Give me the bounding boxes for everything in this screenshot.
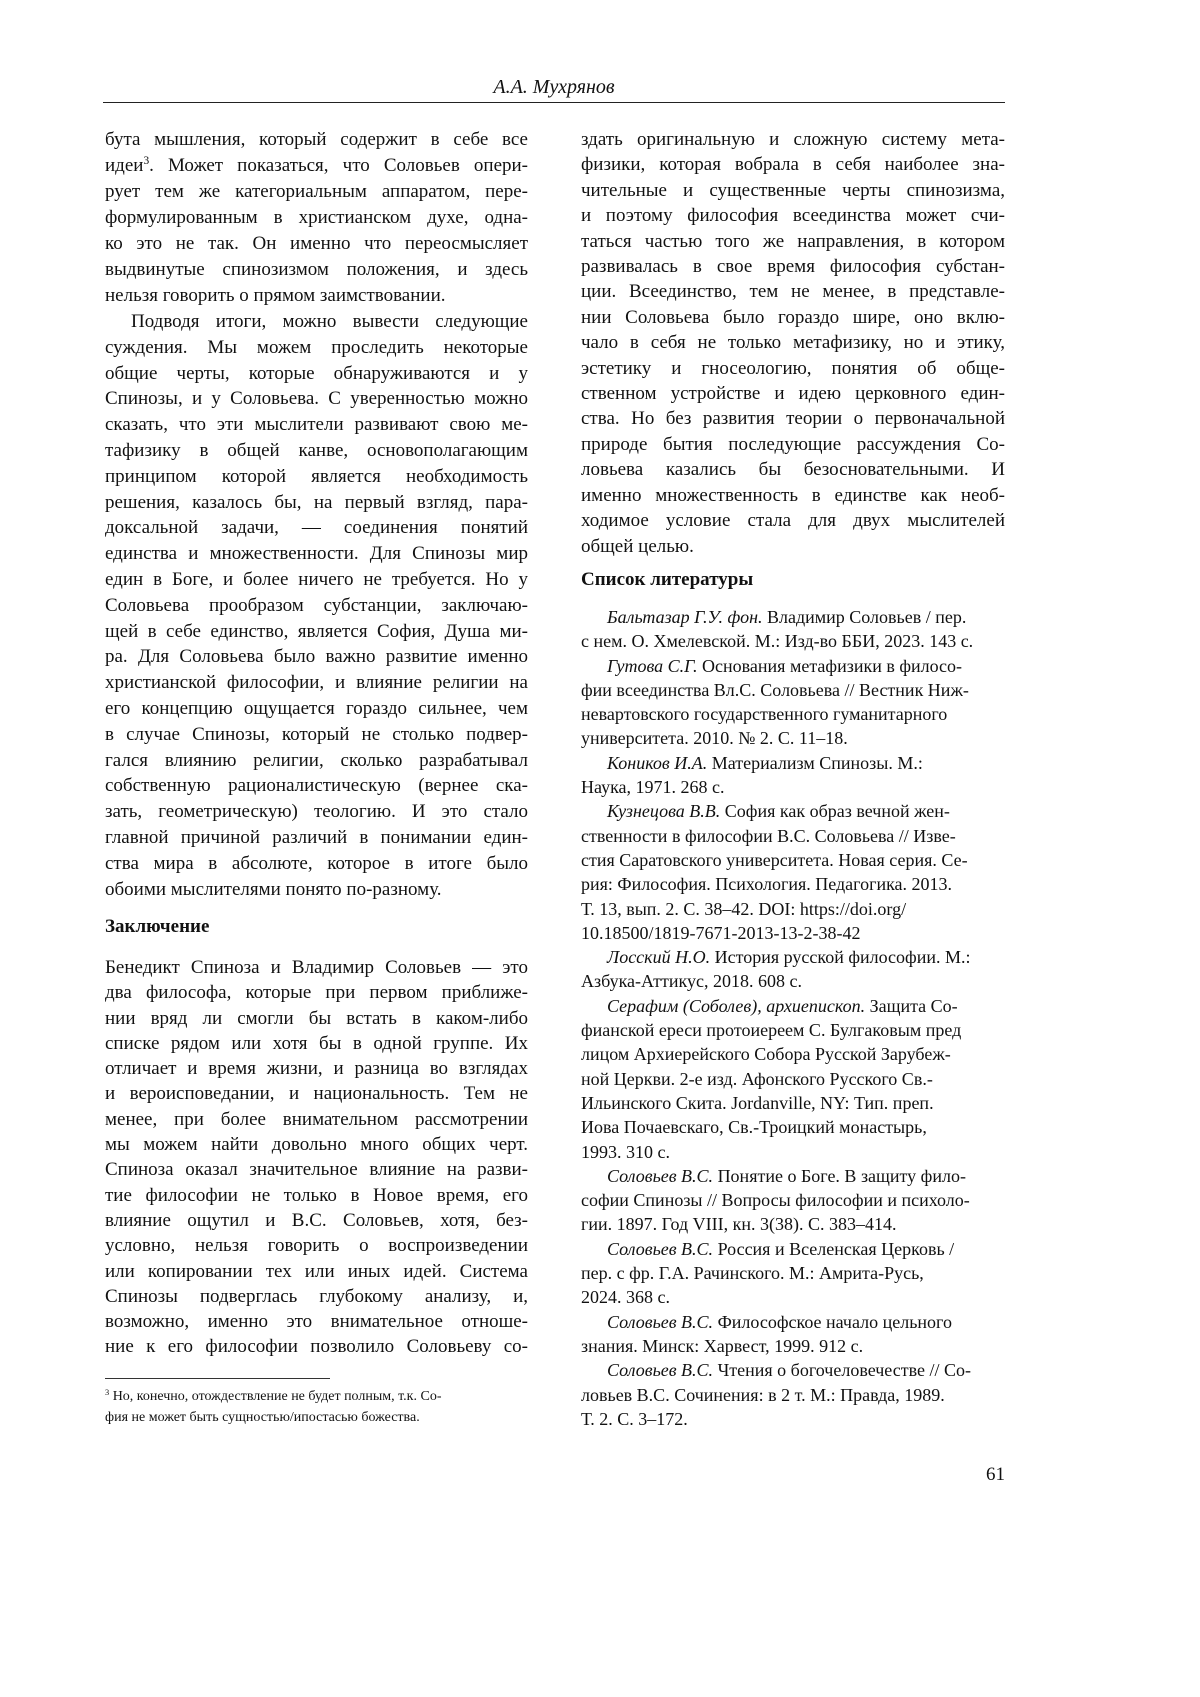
text-line: возможно, именно это внимательное отноше- [105, 1309, 528, 1334]
text-line: христианской философии, и влияние религии на [105, 670, 528, 696]
text-line: здать оригинальную и сложную систему мета- [581, 127, 1005, 152]
text-line: Спинозы, и у Соловьева. С уверенностью можно [105, 386, 528, 412]
references-heading: Список литературы [581, 569, 753, 591]
reference-line [581, 1358, 1005, 1382]
text-line: его концепцию ощущается гораздо сильнее, чем [105, 696, 528, 722]
text-segment: . Может показаться, что Соловьев опери- [149, 155, 528, 176]
reference-item [581, 1164, 1005, 1237]
reference-author: Гутова С.Г. [607, 656, 698, 676]
reference-line: знания. Минск: Харвест, 1999. 912 с. [581, 1334, 1005, 1358]
reference-line: гии. 1897. Год VIII, кн. 3(38). С. 383–414. [581, 1212, 1005, 1236]
text-line: условно, нельзя говорить о воспроизведении [105, 1233, 528, 1258]
text-segment: идеи [105, 155, 143, 176]
text-line: Бенедикт Спиноза и Владимир Соловьев — это [105, 955, 528, 980]
reference-line: Т. 13, вып. 2. С. 38–42. DOI: https://doi.org/ [581, 897, 1005, 921]
reference-line: с нем. О. Хмелевской. М.: Изд-во ББИ, 2023. 143 с. [581, 629, 1005, 653]
text-line: собственную рационалистическую (вернее ска- [105, 773, 528, 799]
text-line: решения, казалось бы, на первый взгляд, пара- [105, 490, 528, 516]
reference-line: Ильинского Скита. Jordanville, NY: Тип. преп. [581, 1091, 1005, 1115]
reference-item [581, 1310, 1005, 1359]
text-segment: Защита Со- [865, 996, 958, 1016]
text-line: общей целью. [581, 534, 1005, 559]
left-paragraph-2 [105, 309, 528, 902]
reference-line: фианской ереси протоиереем С. Булгаковым пред [581, 1018, 1005, 1042]
reference-line: Иова Почаевскаго, Св.-Троицкий монастырь, [581, 1115, 1005, 1139]
text-line: ние к его философии позволило Соловьеву со- [105, 1334, 528, 1359]
text-segment: Материализм Спинозы. М.: [707, 753, 923, 773]
reference-author: Коников И.А. [607, 753, 707, 773]
text-line: принципом которой является необходимость [105, 464, 528, 490]
text-line: таться частью того же направления, в котором [581, 229, 1005, 254]
reference-item [581, 1358, 1005, 1431]
text-line: формулированным в христианском духе, одна- [105, 205, 528, 231]
reference-item [581, 994, 1005, 1164]
text-line [105, 153, 528, 179]
right-paragraph-1 [581, 127, 1005, 559]
text-line: ства мира в абсолюте, которое в итоге было [105, 851, 528, 877]
page-number: 61 [986, 1464, 1005, 1486]
text-line: ственном устройстве и идею церковного един- [581, 381, 1005, 406]
text-segment: Основания метафизики в филосо- [698, 656, 963, 676]
text-line: щей в себе единство, является София, Душа ми- [105, 619, 528, 645]
header-rule [103, 102, 1005, 103]
reference-line: пер. с фр. Г.А. Рачинского. М.: Амрита-Русь, [581, 1261, 1005, 1285]
running-header-author: А.А. Мухрянов [103, 76, 1005, 99]
references-list [581, 605, 1005, 1431]
reference-line: ной Церкви. 2-е изд. Афонского Русского Св.- [581, 1067, 1005, 1091]
reference-item [581, 945, 1005, 994]
text-line: рует тем же категориальным аппаратом, пере- [105, 179, 528, 205]
text-line: два философа, которые при первом приближе- [105, 980, 528, 1005]
reference-line: Т. 2. С. 3–172. [581, 1407, 1005, 1431]
reference-author: Лосский Н.О. [607, 947, 710, 967]
text-line: отличает и время жизни, и разница во взглядах [105, 1056, 528, 1081]
reference-line: софии Спинозы // Вопросы философии и психоло- [581, 1188, 1005, 1212]
text-segment: Россия и Вселенская Церковь / [713, 1239, 954, 1259]
reference-author: Серафим (Соболев), архиепископ. [607, 996, 865, 1016]
left-paragraph-1 [105, 127, 528, 309]
text-segment: История русской философии. М.: [710, 947, 970, 967]
text-line: влияние ощутил и В.С. Соловьев, хотя, без- [105, 1208, 528, 1233]
text-line: эстетику и гносеологию, понятия об обще- [581, 356, 1005, 381]
text-line: тие философии не только в Новое время, его [105, 1183, 528, 1208]
text-line: ходимое условие стала для двух мыслителей [581, 508, 1005, 533]
text-segment: Чтения о богочеловечестве // Со- [713, 1360, 971, 1380]
text-segment: Владимир Соловьев / пер. [763, 607, 967, 627]
text-line: физики, которая вобрала в себя наиболее зна- [581, 152, 1005, 177]
text-line: суждения. Мы можем проследить некоторые [105, 335, 528, 361]
text-line: Спинозы подверглась глубокому анализу, и, [105, 1284, 528, 1309]
reference-line: Наука, 1971. 268 с. [581, 775, 1005, 799]
text-line: един в Боге, и более ничего не требуется. Но у [105, 567, 528, 593]
text-segment: Но, конечно, отождествление не будет полным, т.к. Со- [109, 1389, 441, 1404]
text-line: нии Соловьева было гораздо шире, оно вклю- [581, 305, 1005, 330]
text-line: Соловьева прообразом субстанции, заключаю- [105, 593, 528, 619]
reference-author: Кузнецова В.В. [607, 801, 720, 821]
reference-line: невартовского государственного гуманитарного [581, 702, 1005, 726]
text-line [105, 1386, 528, 1407]
reference-line [581, 751, 1005, 775]
reference-author: Соловьев В.С. [607, 1166, 713, 1186]
text-line: ции. Всеединство, тем не менее, в представле- [581, 279, 1005, 304]
text-line: или копировании тех или иных идей. Система [105, 1259, 528, 1284]
text-line: чительные и существенные черты спинозизма, [581, 178, 1005, 203]
text-line: и вероисповедании, и национальность. Тем не [105, 1081, 528, 1106]
text-line: ства. Но без развития теории о первоначальной [581, 406, 1005, 431]
reference-line: университета. 2010. № 2. С. 11–18. [581, 726, 1005, 750]
text-line: ко это не так. Он именно что переосмысляет [105, 231, 528, 257]
reference-author: Бальтазар Г.У. фон. [607, 607, 763, 627]
text-line: в случае Спинозы, который не столько подвер- [105, 722, 528, 748]
text-line: развивалась в свое время философия субстан- [581, 254, 1005, 279]
text-line: единства и множественности. Для Спинозы мир [105, 541, 528, 567]
reference-line: ловьев В.С. Сочинения: в 2 т. М.: Правда, 1989. [581, 1383, 1005, 1407]
reference-author: Соловьев В.С. [607, 1312, 713, 1332]
text-line: ра. Для Соловьева было важно развитие именно [105, 644, 528, 670]
reference-line: Азбука-Аттикус, 2018. 608 с. [581, 969, 1005, 993]
reference-item [581, 751, 1005, 800]
text-line: зать, геометрическую) теологию. И это стало [105, 799, 528, 825]
text-line: нии вряд ли смогли бы встать в каком-либо [105, 1006, 528, 1031]
reference-item [581, 605, 1005, 654]
text-line: фия не может быть сущностью/ипостасью божества. [105, 1407, 528, 1428]
reference-line: рия: Философия. Психология. Педагогика. 2013. [581, 872, 1005, 896]
footnote-rule [105, 1378, 330, 1379]
reference-item [581, 654, 1005, 751]
footnote-marker: 3 [143, 155, 149, 167]
text-line: бута мышления, который содержит в себе все [105, 127, 528, 153]
text-line: мы можем найти довольно много общих черт. [105, 1132, 528, 1157]
reference-line [581, 605, 1005, 629]
text-line: списке рядом или хотя бы в одной группе. Их [105, 1031, 528, 1056]
text-line: нельзя говорить о прямом заимствовании. [105, 283, 528, 309]
reference-author: Соловьев В.С. [607, 1239, 713, 1259]
text-line: главной причиной различий в понимании един- [105, 825, 528, 851]
reference-line [581, 799, 1005, 823]
reference-item [581, 1237, 1005, 1310]
reference-line: 1993. 310 с. [581, 1140, 1005, 1164]
reference-line [581, 945, 1005, 969]
footnote-3 [105, 1386, 528, 1428]
conclusion-heading: Заключение [105, 916, 209, 938]
text-line: доксальной задачи, — соединения понятий [105, 515, 528, 541]
text-line: Подводя итоги, можно вывести следующие [105, 309, 528, 335]
reference-line: фии всеединства Вл.С. Соловьева // Вестник Ниж- [581, 678, 1005, 702]
reference-author: Соловьев В.С. [607, 1360, 713, 1380]
reference-line: лицом Архиерейского Собора Русской Зарубеж- [581, 1042, 1005, 1066]
reference-line [581, 994, 1005, 1018]
reference-line: ственности в философии В.С. Соловьева // Изве- [581, 824, 1005, 848]
reference-line [581, 654, 1005, 678]
reference-line: 2024. 368 с. [581, 1285, 1005, 1309]
text-line: менее, при более внимательном рассмотрении [105, 1107, 528, 1132]
text-line: гался влиянию религии, сколько разрабатывал [105, 748, 528, 774]
text-line: выдвинутые спинозизмом положения, и здесь [105, 257, 528, 283]
reference-item [581, 799, 1005, 945]
reference-line [581, 1237, 1005, 1261]
text-line: общие черты, которые обнаруживаются и у [105, 361, 528, 387]
footnote-marker: 3 [105, 1388, 109, 1397]
reference-line [581, 1164, 1005, 1188]
text-line: природе бытия последующие рассуждения Со- [581, 432, 1005, 457]
text-line: тафизику в общей канве, основополагающим [105, 438, 528, 464]
text-line: обоими мыслителями понято по-разному. [105, 877, 528, 903]
conclusion-paragraph [105, 955, 528, 1360]
text-line: сказать, что эти мыслители развивают свою ме- [105, 412, 528, 438]
text-line: именно множественность в единстве как необ- [581, 483, 1005, 508]
text-line: Спиноза оказал значительное влияние на разви- [105, 1157, 528, 1182]
reference-line: стия Саратовского университета. Новая серия. Се- [581, 848, 1005, 872]
text-segment: Понятие о Боге. В защиту фило- [713, 1166, 966, 1186]
text-segment: Философское начало цельного [713, 1312, 952, 1332]
text-line: чало в себя не только метафизику, но и этику, [581, 330, 1005, 355]
reference-line [581, 1310, 1005, 1334]
text-line: ловьева казались бы безосновательными. И [581, 457, 1005, 482]
text-segment: София как образ вечной жен- [720, 801, 950, 821]
text-line: и поэтому философия всеединства может счи- [581, 203, 1005, 228]
reference-line: 10.18500/1819-7671-2013-13-2-38-42 [581, 921, 1005, 945]
